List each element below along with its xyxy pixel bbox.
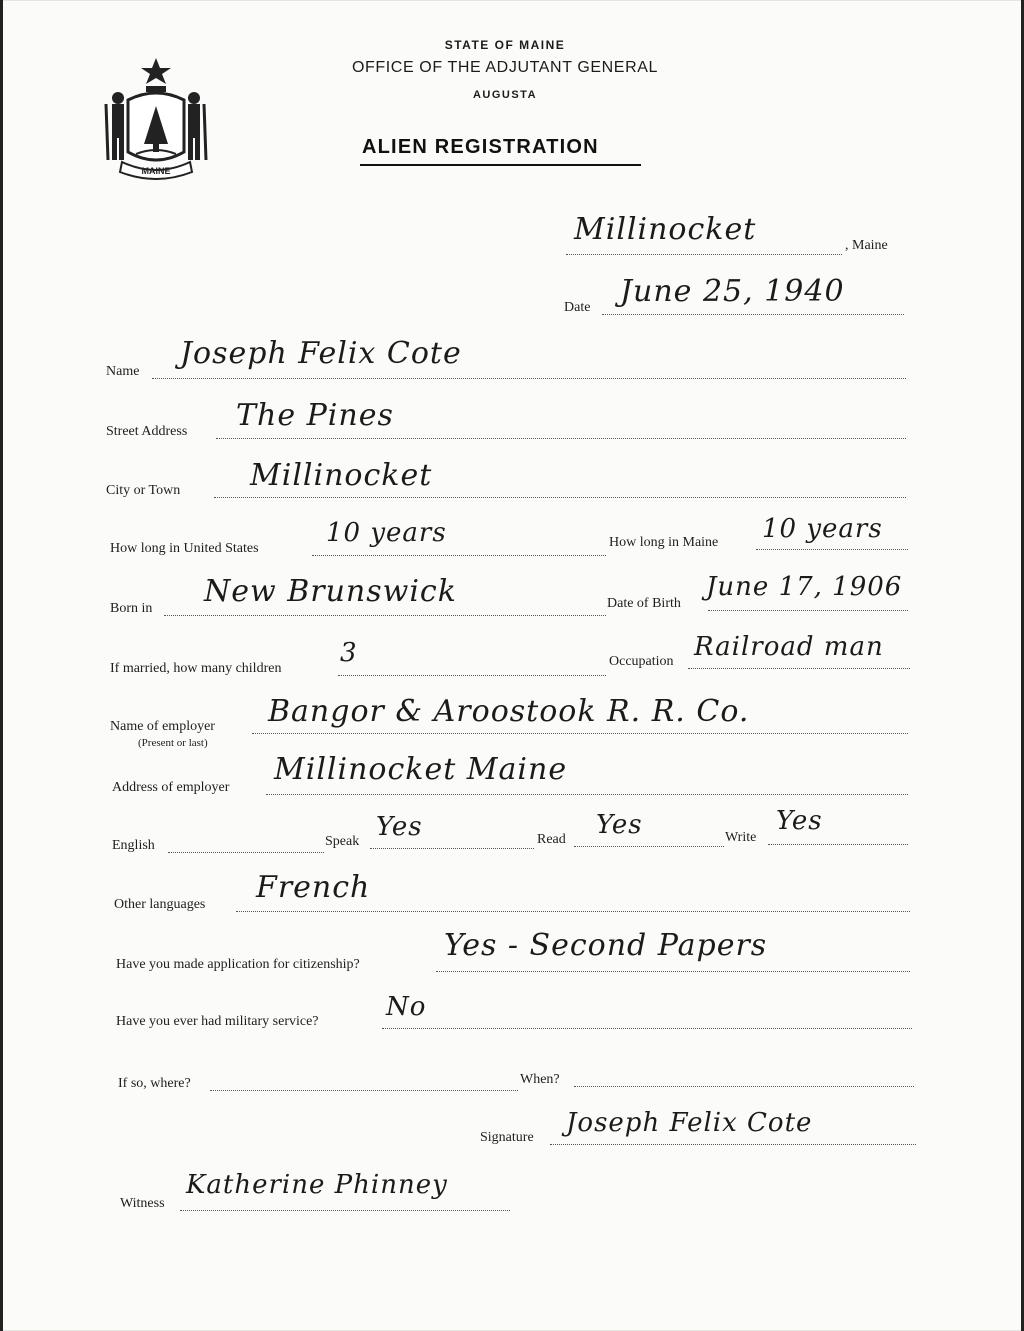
witness-value: Katherine Phinney (186, 1170, 448, 1200)
maine-state-seal (100, 56, 212, 180)
military-line (382, 1028, 912, 1029)
other-languages-label: Other languages (114, 897, 206, 912)
born-in-line (164, 615, 606, 616)
read-line (574, 846, 724, 847)
signature-line (550, 1144, 916, 1145)
born-in-value: New Brunswick (204, 574, 457, 609)
write-label: Write (725, 830, 757, 845)
speak-label: Speak (325, 834, 360, 849)
military-value: No (386, 992, 427, 1022)
employer-address-label: Address of employer (112, 780, 230, 795)
employer-line (252, 733, 908, 734)
how-long-us-line (312, 555, 606, 556)
other-languages-value: French (256, 870, 371, 905)
speak-value: Yes (376, 812, 423, 842)
seal-banner-text: MAINE (141, 166, 171, 176)
employer-address-value: Millinocket Maine (274, 752, 568, 787)
children-line (338, 675, 606, 676)
how-long-maine-line (756, 549, 908, 550)
read-value: Yes (596, 810, 643, 840)
how-long-us-value: 10 years (326, 518, 447, 548)
street-address-line (216, 438, 906, 439)
title-underline (360, 164, 641, 166)
write-value: Yes (776, 806, 823, 836)
when-line (574, 1086, 914, 1087)
date-line (602, 314, 904, 315)
place-suffix: , Maine (845, 238, 888, 253)
when-label: When? (520, 1072, 560, 1087)
city-or-town-label: City or Town (106, 483, 181, 498)
other-languages-line (236, 911, 910, 912)
witness-label: Witness (120, 1196, 165, 1211)
name-line (152, 378, 906, 379)
employer-address-line (266, 794, 908, 795)
where-line (210, 1090, 518, 1091)
speak-line (370, 848, 534, 849)
english-label: English (112, 838, 155, 853)
header-city: AUGUSTA (472, 89, 538, 101)
witness-line (180, 1210, 510, 1211)
occupation-line (688, 668, 910, 669)
where-label: If so, where? (118, 1076, 191, 1091)
born-in-label: Born in (110, 601, 153, 616)
scan-edge-left (0, 0, 3, 1331)
date-of-birth-value: June 17, 1906 (706, 572, 903, 602)
employer-label: Name of employer (110, 719, 215, 734)
name-label: Name (106, 364, 140, 379)
name-value: Joseph Felix Cote (180, 336, 462, 371)
place-line (566, 254, 842, 255)
city-or-town-line (214, 497, 906, 498)
how-long-maine-value: 10 years (762, 514, 883, 544)
header-state: STATE OF MAINE (444, 38, 566, 52)
how-long-maine-label: How long in Maine (609, 535, 719, 550)
date-value: June 25, 1940 (620, 274, 845, 309)
children-value: 3 (340, 638, 358, 668)
date-label: Date (564, 300, 591, 315)
how-long-us-label: How long in United States (110, 541, 259, 556)
form-title: ALIEN REGISTRATION (362, 136, 599, 158)
read-label: Read (537, 832, 566, 847)
military-label: Have you ever had military service? (116, 1014, 319, 1029)
citizenship-line (436, 971, 910, 972)
header-office: OFFICE OF THE ADJUTANT GENERAL (351, 59, 659, 76)
employer-sublabel: (Present or last) (138, 737, 208, 749)
street-address-label: Street Address (106, 424, 188, 439)
citizenship-value: Yes - Second Papers (444, 928, 768, 963)
citizenship-label: Have you made application for citizenship? (116, 957, 360, 972)
children-label: If married, how many children (110, 661, 282, 676)
signature-value: Joseph Felix Cote (566, 1108, 813, 1138)
occupation-label: Occupation (609, 654, 674, 669)
write-line (768, 844, 908, 845)
occupation-value: Railroad man (694, 632, 884, 662)
city-or-town-value: Millinocket (250, 458, 433, 493)
date-of-birth-line (708, 610, 908, 611)
place-value: Millinocket (574, 212, 757, 247)
english-line (168, 852, 324, 853)
date-of-birth-label: Date of Birth (607, 596, 681, 611)
street-address-value: The Pines (236, 398, 394, 433)
signature-label: Signature (480, 1130, 534, 1145)
employer-value: Bangor & Aroostook R. R. Co. (268, 694, 750, 729)
